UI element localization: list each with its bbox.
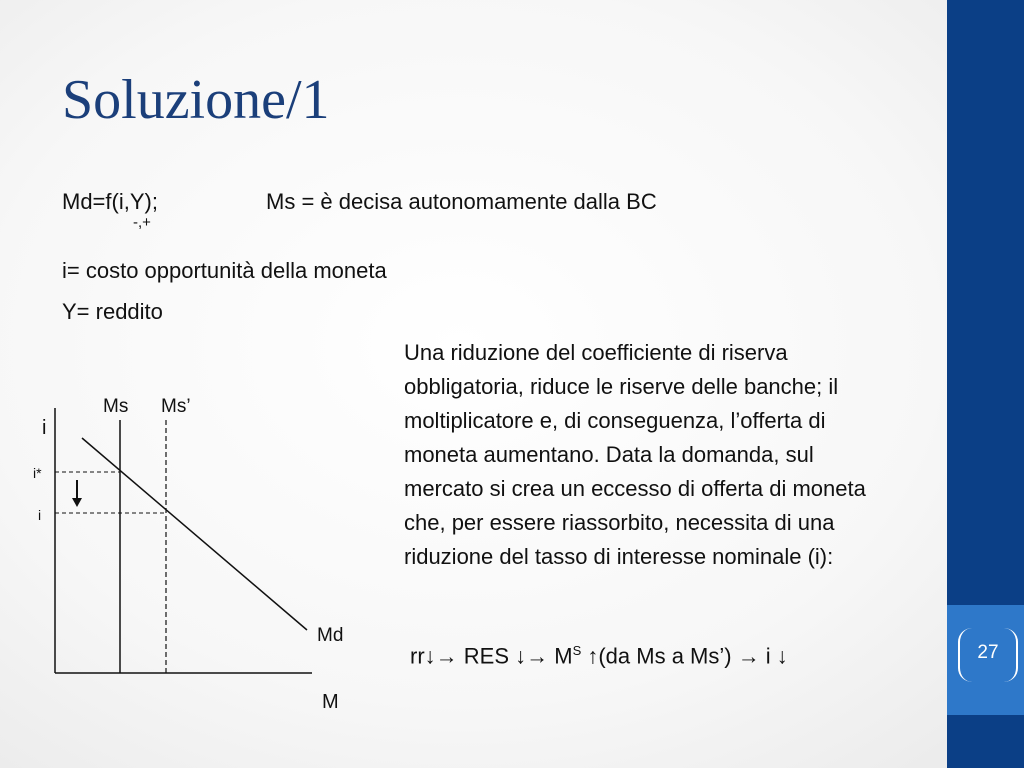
page-number: 27 xyxy=(977,642,999,663)
ms-prime-label: Ms’ xyxy=(161,396,191,417)
ms-label: Ms xyxy=(103,396,129,417)
chain-part-2: ↑(da Ms a Ms’) → i ↓ xyxy=(581,643,788,669)
chain-part-1: rr↓→ RES ↓→ M xyxy=(410,643,573,669)
slide-title: Soluzione/1 xyxy=(62,69,330,131)
i-definition: i= costo opportunità della moneta xyxy=(62,258,387,283)
i-star-label: i* xyxy=(33,465,42,481)
i-value-label: i xyxy=(38,507,42,523)
md-curve xyxy=(82,438,307,630)
decrease-arrow-head xyxy=(72,498,82,507)
x-axis-label: M xyxy=(322,691,339,713)
md-label: Md xyxy=(317,625,344,646)
chain-superscript: S xyxy=(572,643,582,658)
md-signs: -,+ xyxy=(133,214,151,231)
y-definition: Y= reddito xyxy=(62,299,163,324)
ms-definition: Ms = è decisa autonomamente dalla BC xyxy=(266,189,657,214)
y-axis-label: i xyxy=(42,417,47,439)
md-function: Md=f(i,Y); xyxy=(62,189,158,214)
explanation-paragraph: Una riduzione del coefficiente di riserva obbligatoria, riduce le riserve delle banche; il moltiplicatore e, di conseguenza, l’offerta di moneta aumentano. Data la domanda, sul mercato si crea un eccesso di offerta di moneta che, per essere riassorbito, necessita di una riduzione del tasso di interesse nominale (i): xyxy=(404,340,866,569)
